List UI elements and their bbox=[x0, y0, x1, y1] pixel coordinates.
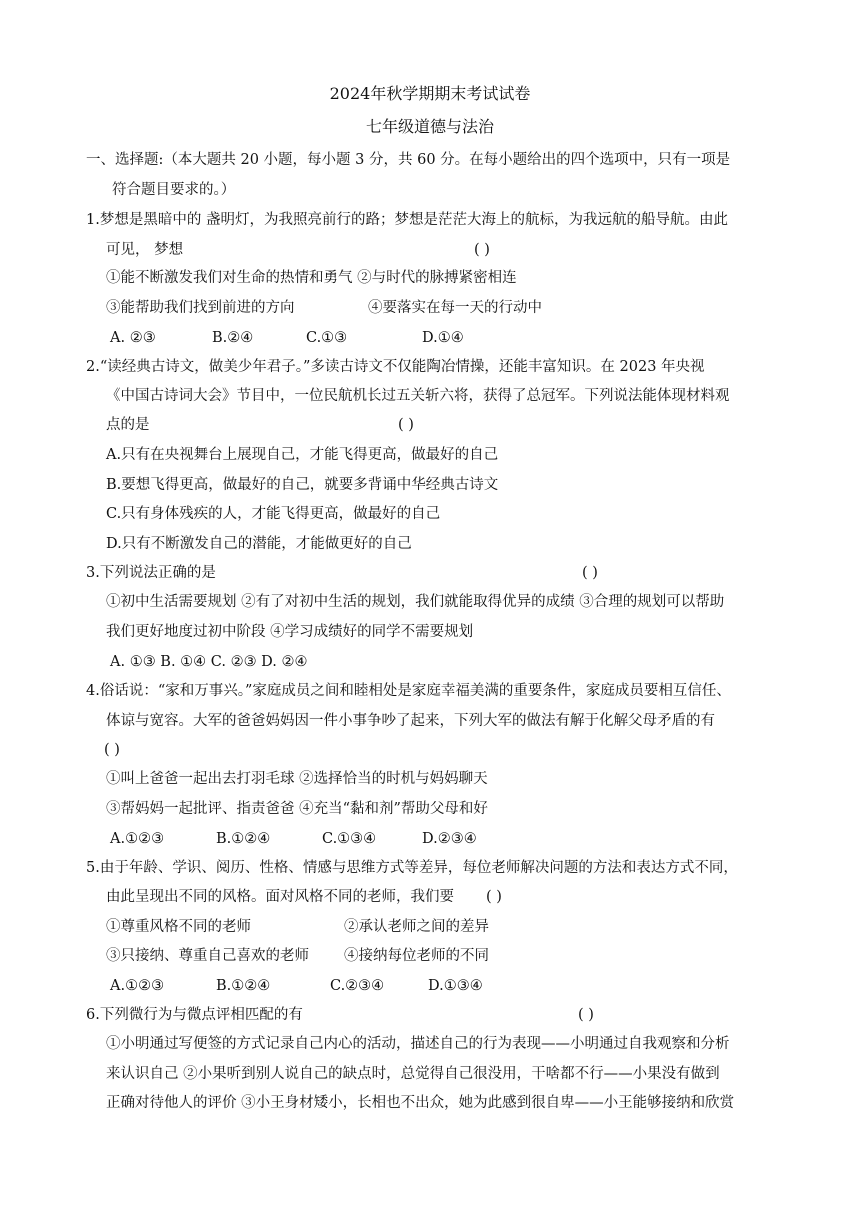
q2-stem-line2: 《中国古诗词大会》节目中，一位民航机长过五关斩六将，获得了总冠军。下列说法能体现材料观 bbox=[106, 388, 730, 404]
q2-option-a: A.只有在央视舞台上展现自己，才能飞得更高，做最好的自己 bbox=[106, 447, 499, 463]
q1-option-d: D.①④ bbox=[422, 330, 464, 346]
q1-statement-2b: ④要落实在每一天的行动中 bbox=[368, 300, 542, 316]
q1-option-b: B.②④ bbox=[212, 330, 254, 346]
q6-statement-line2: 来认识自己 ②小果听到别人说自己的缺点时，总觉得自己很没用，干啥都不行——小果没有做到 bbox=[106, 1066, 720, 1082]
q5-option-d: D.①③④ bbox=[428, 978, 483, 994]
q4-answer-blank: ( ) bbox=[104, 742, 120, 758]
q1-stem-line2: 可见， 梦想 bbox=[106, 242, 184, 258]
q3-statement-1: ①初中生活需要规划 ②有了对初中生活的规划，我们就能取得优异的成绩 ③合理的规划可以帮助 bbox=[106, 594, 725, 610]
q4-option-a: A.①②③ bbox=[110, 831, 165, 847]
q2-stem-line3: 点的是 bbox=[106, 417, 150, 433]
q5-statement-1a: ①尊重风格不同的老师 bbox=[106, 919, 251, 935]
exam-subtitle: 七年级道德与法治 bbox=[365, 117, 494, 136]
q2-option-d: D.只有不断激发自己的潜能，才能做更好的自己 bbox=[106, 536, 412, 552]
q5-stem-line1: 5.由于年龄、学识、阅历、性格、情感与思维方式等差异，每位老师解决问题的方法和表达方式不同， bbox=[86, 860, 738, 876]
q5-option-b: B.①②④ bbox=[216, 978, 271, 994]
q4-stem-line1: 4.俗话说：“家和万事兴。”家庭成员之间和睦相处是家庭幸福美满的重要条件，家庭成员要相互信任、 bbox=[86, 683, 731, 699]
q4-option-d: D.②③④ bbox=[422, 831, 477, 847]
q4-option-b: B.①②④ bbox=[216, 831, 271, 847]
q1-option-a: A. ②③ bbox=[110, 330, 156, 346]
q2-option-c: C.只有身体残疾的人，才能飞得更高，做最好的自己 bbox=[106, 506, 441, 522]
q1-option-c: C.①③ bbox=[306, 330, 348, 346]
q4-stem-line2: 体谅与宽容。大军的爸爸妈妈因一件小事争吵了起来，下列大军的做法有解于化解父母矛盾的有 bbox=[106, 713, 715, 729]
q1-stem-line1: 1.梦想是黑暗中的 盏明灯，为我照亮前行的路；梦想是茫茫大海上的航标，为我远航的船导航。由此 bbox=[86, 212, 728, 228]
q5-answer-blank: ( ) bbox=[486, 889, 502, 905]
q5-statement-1b: ②承认老师之间的差异 bbox=[344, 919, 489, 935]
exam-title: 2024年秋学期期末考试试卷 bbox=[329, 84, 531, 103]
q5-option-c: C.②③④ bbox=[330, 978, 385, 994]
q6-statement-line3: 正确对待他人的评价 ③小王身材矮小，长相也不出众，她为此感到很自卑——小王能够接纳和欣赏 bbox=[106, 1095, 735, 1111]
q3-options: A. ①③ B. ①④ C. ②③ D. ②④ bbox=[110, 654, 308, 670]
q5-option-a: A.①②③ bbox=[110, 978, 165, 994]
q4-option-c: C.①③④ bbox=[322, 831, 377, 847]
q1-answer-blank: ( ) bbox=[474, 242, 490, 258]
q1-statement-2a: ③能帮助我们找到前进的方向 bbox=[106, 300, 295, 316]
q1-statement-1: ①能不断激发我们对生命的热情和勇气 ②与时代的脉搏紧密相连 bbox=[106, 270, 517, 286]
q2-answer-blank: ( ) bbox=[398, 417, 414, 433]
q2-option-b: B.要想飞得更高，做最好的自己，就要多背诵中华经典古诗文 bbox=[106, 477, 499, 493]
q6-answer-blank: ( ) bbox=[578, 1007, 594, 1023]
q6-statement-line1: ①小明通过写便签的方式记录自己内心的活动，描述自己的行为表现——小明通过自我观察和分析 bbox=[106, 1036, 730, 1052]
q2-stem-line1: 2.“读经典古诗文，做美少年君子。”多读古诗文不仅能陶冶情操，还能丰富知识。在 2023 年央视 bbox=[86, 359, 705, 375]
q6-stem: 6.下列微行为与微点评相匹配的有 bbox=[86, 1007, 303, 1023]
section-instruction-line1: 一、选择题:（本大题共 20 小题，每小题 3 分，共 60 分。在每小题给出的四个选项中，只有一项是 bbox=[86, 152, 731, 168]
q5-statement-2a: ③只接纳、尊重自己喜欢的老师 bbox=[106, 948, 309, 964]
q3-statement-2: 我们更好地度过初中阶段 ④学习成绩好的同学不需要规划 bbox=[106, 624, 474, 640]
q4-statement-1: ①叫上爸爸一起出去打羽毛球 ②选择恰当的时机与妈妈聊天 bbox=[106, 771, 488, 787]
q3-stem: 3.下列说法正确的是 bbox=[86, 565, 216, 581]
q5-statement-2b: ④接纳每位老师的不同 bbox=[344, 948, 489, 964]
q3-answer-blank: ( ) bbox=[582, 565, 598, 581]
q5-stem-line2: 由此呈现出不同的风格。面对风格不同的老师，我们要 bbox=[106, 889, 454, 905]
q4-statement-2: ③帮妈妈一起批评、指责爸爸 ④充当“黏和剂”帮助父母和好 bbox=[106, 801, 488, 817]
section-instruction-line2: 符合题目要求的。） bbox=[112, 182, 236, 198]
